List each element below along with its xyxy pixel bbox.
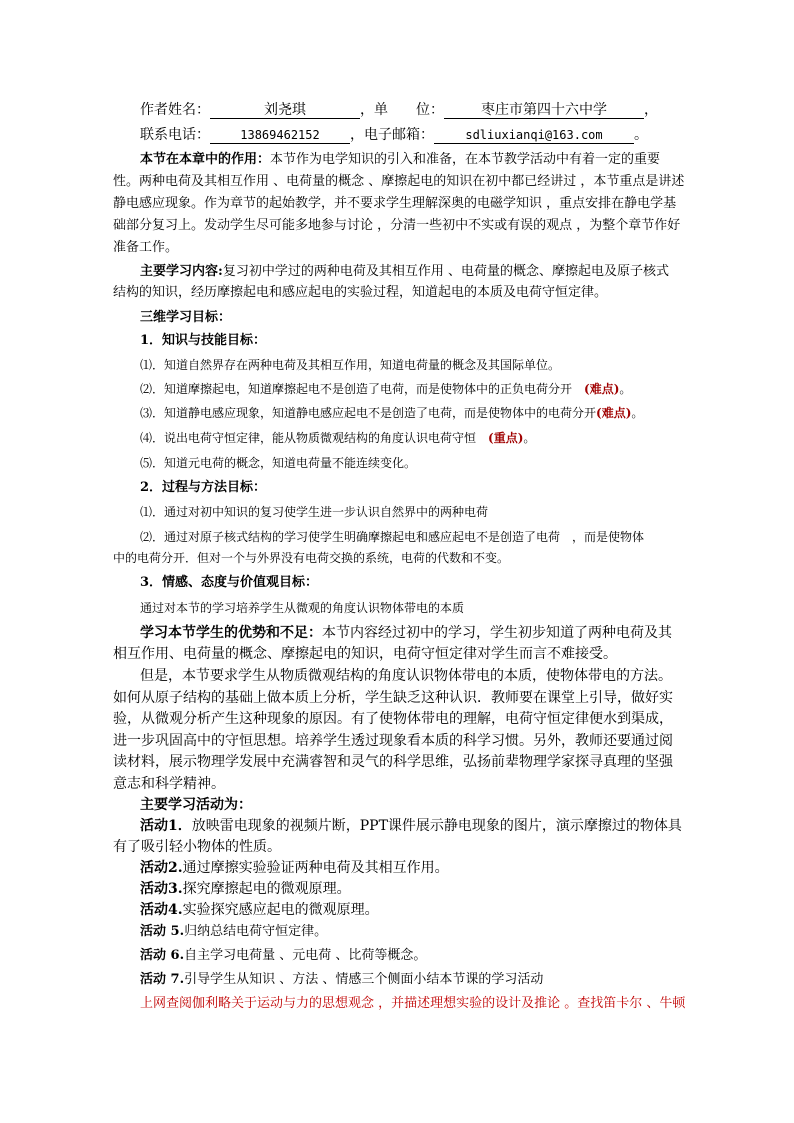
activity-4: 活动4.实验探究感应起电的微观原理。 [140, 902, 379, 918]
goals-title: 三维学习目标： [140, 310, 232, 325]
activity-2: 活动2.通过摩擦实验验证两种电荷及其相互作用。 [140, 860, 449, 876]
analysis-line-8: 意志和科学精神。 [113, 776, 225, 792]
analysis-line-3: 但是，本节要求学生从物质微观结构的角度认识物体带电的本质，使物体带电的方法。 [140, 668, 672, 684]
activities-title: 主要学习活动为： [140, 797, 252, 813]
activity-1-cont: 有了吸引轻小物体的性质。 [113, 839, 281, 855]
author-line [140, 102, 658, 119]
goal-item-4: ⑷．说出电荷守恒定律，能从物质微观结构的角度认识电荷守恒 (重点)。 [140, 431, 536, 445]
goal-item-1: ⑴．知道自然界存在两种电荷及其相互作用，知道电荷量的概念及其国际单位。 [140, 358, 561, 372]
process-item-1: ⑴．通过对初中知识的复习使学生进一步认识自然界中的两种电荷 [140, 505, 489, 519]
header-period: 。 [634, 127, 648, 143]
goal-item-3: ⑶．知道静电感应现象，知道静电感应起电不是创造了电荷，而是使物体中的电荷分开(难点)。 [140, 406, 644, 420]
process-item-2-cont: 中的电荷分开．但对一个与外界没有电荷交换的系统，电荷的代数和不变。 [113, 551, 510, 565]
analysis-line-5: 验，从微观分析产生这种现象的原因。有了使物体带电的理解，电荷守恒定律便水到渠成， [113, 711, 673, 727]
analysis-line-6: 进一步巩固高中的守恒思想。培养学生透过现象看本质的科学习惯。另外，教师还要通过阅 [113, 733, 673, 749]
role-line-3: 静电感应现象。作为章节的起始教学，并不要求学生理解深奥的电磁学知识 ，重点安排在静电学基 [113, 196, 677, 211]
author-value: 刘尧琪 [210, 102, 360, 119]
role-line-5: 准备工作。 [113, 240, 179, 255]
email-value: sdliuxianqi@163.com [434, 127, 634, 144]
footer-red-line: 上网查阅伽利略关于运动与力的思想观念 ，并描述理想实验的设计及推论 。查找笛卡尔 、牛顿 [140, 996, 686, 1011]
content-line-1: 主要学习内容:复习初中学过的两种电荷及其相互作用 、电荷量的概念、摩擦起电及原子核式 [140, 264, 669, 279]
role-title: 本节在本章中的作用： [140, 152, 271, 167]
goals-s3-title: 3．情感、态度与价值观目标： [140, 575, 319, 590]
content-title: 主要学习内容: [140, 264, 223, 279]
analysis-line-4: 如何从原子结构的基础上做本质上分析，学生缺乏这种认识．教师要在课堂上引导，做好实 [113, 690, 673, 706]
header-comma: ， [644, 102, 658, 118]
goal-item-2: ⑵．知道摩擦起电，知道摩擦起电不是创造了电荷，而是使物体中的正负电荷分开 (难点)。 [140, 382, 632, 396]
activity-5: 活动 5.归纳总结电荷守恒定律。 [140, 924, 328, 939]
role-line-1: 本节在本章中的作用：本节作为电学知识的引入和准备，在本节教学活动中有着一定的重要 [140, 152, 661, 167]
activity-6: 活动 6.自主学习电荷量 、元电荷 、比荷等概念。 [140, 948, 427, 963]
analysis-title: 学习本节学生的优势和不足： [140, 625, 322, 641]
phone-label: 联系电话： [140, 127, 210, 143]
author-label: 作者姓名： [140, 102, 210, 118]
difficulty-badge: (难点) [584, 382, 620, 396]
key-point-badge: (重点) [488, 431, 524, 445]
content-line-2: 结构的知识，经历摩擦起电和感应起电的实验过程，知道起电的本质及电荷守恒定律。 [113, 285, 608, 300]
activity-7: 活动 7.引导学生从知识 、方法 、情感三个侧面小结本节课的学习活动 [140, 972, 544, 987]
unit-value: 枣庄市第四十六中学 [444, 102, 644, 119]
goals-s1-title: 1．知识与技能目标： [140, 333, 267, 348]
role-line-4: 础部分复习上。发动学生尽可能多地参与讨论 ，分清一些初中不实或有误的观点 ，为整个章节作好 [113, 218, 681, 233]
goal-item-5: ⑸．知道元电荷的概念，知道电荷量不能连续变化。 [140, 456, 417, 470]
unit-label: ，单 位： [360, 102, 444, 118]
contact-line [140, 127, 648, 144]
activity-3: 活动3.探究摩擦起电的微观原理。 [140, 881, 351, 897]
role-line-2: 性。两种电荷及其相互作用 、电荷量的概念 、摩擦起电的知识在初中都已经讲过 ，本节重点是讲述 [113, 174, 685, 189]
phone-value: 13869462152 [210, 127, 350, 144]
emotion-item-1: 通过对本节的学习培养学生从微观的角度认识物体带电的本质 [140, 601, 465, 615]
difficulty-badge: (难点) [596, 406, 632, 420]
process-item-2: ⑵．通过对原子核式结构的学习使学生明确摩擦起电和感应起电不是创造了电荷 ，而是使物体 [140, 530, 645, 544]
analysis-line-7: 读材料，展示物理学发展中充满睿智和灵气的科学思维，弘扬前辈物理学家探寻真理的坚强 [113, 754, 673, 770]
analysis-line-1: 学习本节学生的优势和不足：本节内容经过初中的学习，学生初步知道了两种电荷及其 [140, 625, 672, 641]
analysis-line-2: 相互作用、电荷量的概念、摩擦起电的知识，电荷守恒定律对学生而言不难接受。 [113, 646, 617, 662]
activity-1: 活动1．放映雷电现象的视频片断，PPT课件展示静电现象的图片，演示摩擦过的物体具 [140, 818, 682, 834]
email-label: ，电子邮箱： [350, 127, 434, 143]
goals-s2-title: 2．过程与方法目标： [140, 480, 267, 495]
